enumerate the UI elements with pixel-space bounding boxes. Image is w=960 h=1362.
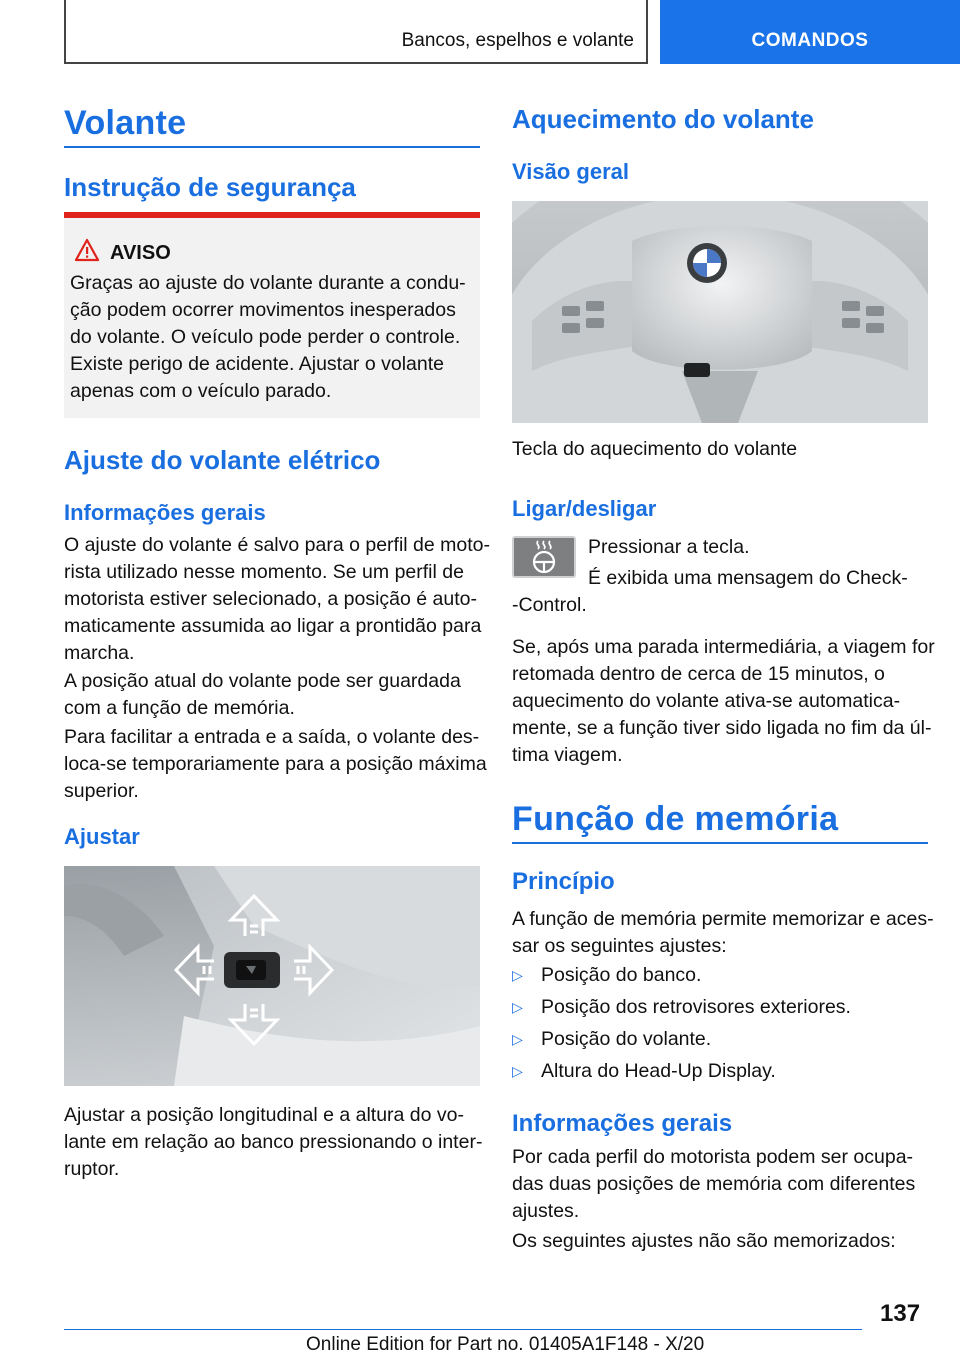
heating-heading: Aquecimento do volante [512, 104, 814, 134]
header-chapter-title: COMANDOS [751, 30, 869, 51]
header-chapter-tab [660, 0, 960, 64]
electric-adjust-heading: Ajuste do volante elétrico [64, 445, 381, 475]
memory-rule [512, 842, 928, 844]
adjust-heading: Ajustar [64, 824, 140, 849]
general-info-para3: Para facilitar a entrada e a saída, o volante des- loca-se temporariamente para a posição máxima superior. [64, 726, 487, 802]
bullet-triangle-icon: ▷ [512, 1031, 523, 1047]
general-info-para1: O ajuste do volante é salvo para o perfil de moto- rista utilizado nesse momento. Se um perfil de motorista estiver selecionado, a posição é auto- maticamente assumida ao ligar a prontidão para marcha. [64, 534, 490, 664]
memory-info-paragraph: Por cada perfil do motorista podem ser ocupa- das duas posições de memória com diferentes ajustes. [512, 1146, 916, 1222]
general-info-para2: A posição atual do volante pode ser guardada com a função de memória. [64, 670, 461, 719]
bullet-triangle-icon: ▷ [512, 1063, 523, 1079]
warning-triangle-icon [74, 238, 100, 262]
adjust-switch-photo [64, 866, 480, 1086]
onoff-paragraph: Se, após uma parada intermediária, a viagem for retomada dentro de cerca de 15 minutos, o aquecimento do volante ativa-se automatica- mente, se a função tiver sido ligada no fim da úl- tima viagem. [512, 636, 935, 766]
steering-wheel-photo [512, 201, 928, 423]
bullet-triangle-icon: ▷ [512, 967, 523, 983]
page-number: 137 [880, 1300, 921, 1327]
page-title: Volante [64, 104, 187, 142]
title-rule [64, 146, 480, 148]
footer-edition: Online Edition for Part no. 01405A1F148 - X/20 [306, 1334, 705, 1355]
bullet-triangle-icon: ▷ [512, 999, 523, 1015]
warning-text: Graças ao ajuste do volante durante a condu- ção podem ocorrer movimentos inesperados do volante. O veículo pode perder o controle. Existe perigo de acidente. Ajustar o volante apenas com o veículo parado. [70, 272, 466, 402]
steering-photo-caption: Tecla do aquecimento do volante [512, 438, 798, 460]
memory-info-heading: Informações gerais [512, 1110, 733, 1137]
steering-heat-button-icon [512, 536, 576, 578]
header-section-box [64, 0, 648, 64]
adjust-caption: Ajustar a posição longitudinal e a altura do vo- lante em relação ao banco pressionando o inter- ruptor. [64, 1104, 483, 1180]
footer-rule [64, 1329, 862, 1330]
warning-label: AVISO [110, 242, 171, 264]
safety-heading: Instrução de segurança [64, 172, 356, 202]
principle-paragraph: A função de memória permite memorizar e aces- sar os seguintes ajustes: [512, 908, 934, 957]
general-info-heading: Informações gerais [64, 500, 266, 525]
overview-heading: Visão geral [512, 159, 629, 184]
memory-title: Função de memória [512, 800, 839, 838]
onoff-line1: Pressionar a tecla. [588, 536, 750, 558]
onoff-line3: -Control. [512, 594, 587, 616]
not-memorized-line: Os seguintes ajustes não são memorizados: [512, 1230, 896, 1252]
onoff-heading: Ligar/desligar [512, 496, 657, 521]
header-section-title: Bancos, espelhos e volante [401, 30, 634, 51]
onoff-line2: É exibida uma mensagem do Check- [588, 567, 908, 589]
principle-heading: Princípio [512, 868, 615, 895]
